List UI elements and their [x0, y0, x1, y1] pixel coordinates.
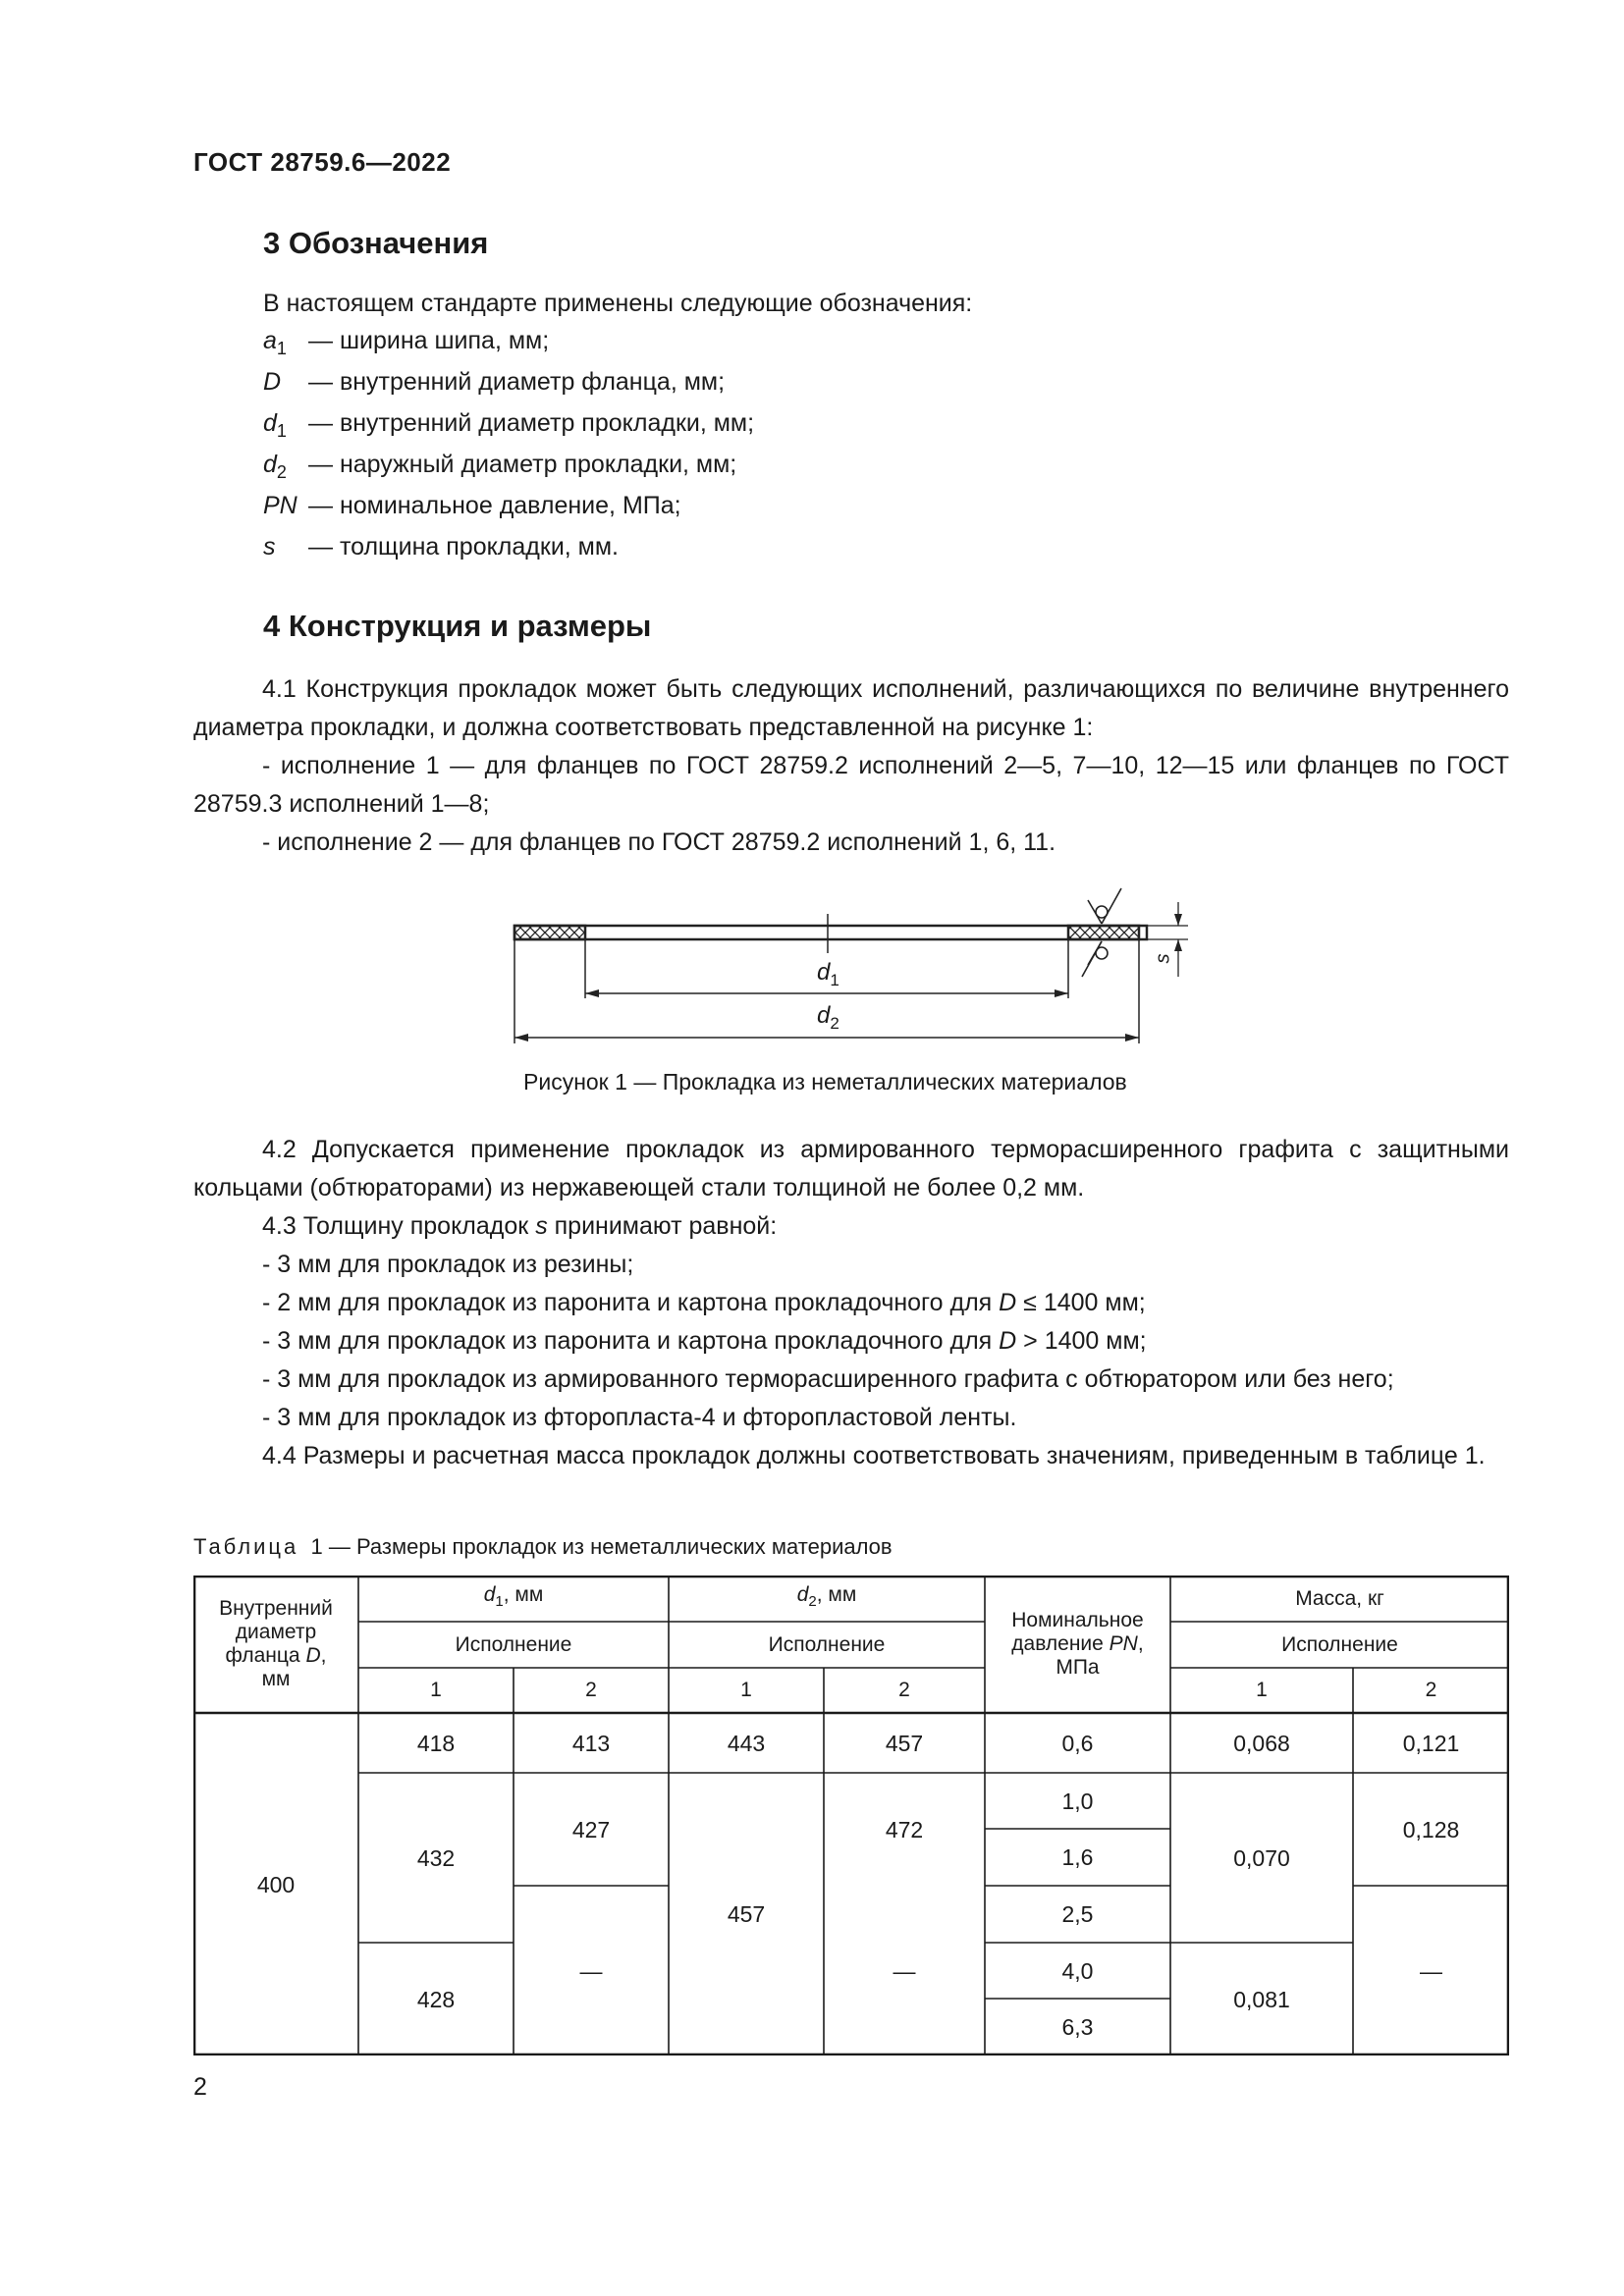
cell-pressure: 2,5	[1061, 1901, 1094, 1927]
symbol: D	[263, 368, 282, 396]
list-item: - 3 мм для прокладок из армированного терморасширенного графита с обтюратором или без него;	[262, 1365, 1394, 1393]
symbol-definition: — наружный диаметр прокладки, мм;	[308, 451, 737, 478]
cell-d2-2: 457	[885, 1730, 924, 1756]
symbol-definition: — ширина шипа, мм;	[308, 327, 550, 354]
cell-d2-2: —	[893, 1957, 916, 1984]
header-version-1: 1	[1256, 1679, 1268, 1701]
cell-d1-1: 418	[416, 1730, 456, 1756]
paragraph-4-1: 4.1 Конструкция прокладок может быть следующих исполнений, различающихся по величине внутреннего диаметра прокладки, и должна соответствовать представленной на рисунке 1:	[193, 675, 1509, 741]
table-caption: Таблица 1 — Размеры прокладок из неметаллических материалов	[193, 1534, 893, 1559]
paragraph-4-2: 4.2 Допускается применение прокладок из армированного терморасширенного графита с защитными кольцами (обтюраторами) из нержавеющей стали толщиной не более 0,2 мм.	[193, 1136, 1509, 1201]
symbol: $d_1$	[263, 409, 287, 441]
gasket-section-right	[1068, 926, 1139, 939]
cell-d1-1: 428	[416, 1986, 456, 2012]
header-version-1: 1	[430, 1679, 442, 1701]
list-item: - 3 мм для прокладок из резины;	[262, 1251, 634, 1278]
gasket-drawing	[501, 879, 1227, 1055]
header-d1: $d_1$, мм	[483, 1582, 544, 1611]
header-version: Исполнение	[455, 1632, 572, 1656]
header-version-2: 2	[585, 1679, 597, 1701]
page-number: 2	[193, 2073, 207, 2101]
symbol: $a_1$	[263, 327, 287, 358]
cell-mass-1: 0,081	[1233, 1986, 1290, 2012]
header-nominal-pressure: Номинальное давление PN, МПа	[1011, 1609, 1144, 1679]
d1-label: $d_1$	[817, 959, 839, 989]
gasket-outline	[514, 926, 1147, 939]
paragraph-4-4: 4.4 Размеры и расчетная масса прокладок должны соответствовать значениям, приведенным в таблице 1.	[262, 1442, 1486, 1469]
header-version: Исполнение	[1281, 1632, 1398, 1656]
symbol: PN	[263, 492, 298, 519]
header-d2: $d_2$, мм	[796, 1582, 857, 1611]
document-number: ГОСТ 28759.6—2022	[193, 147, 452, 177]
cell-d1-2: —	[579, 1957, 603, 1984]
s-label: s	[1152, 953, 1174, 964]
cell-flange-diameter: 400	[256, 1871, 296, 1897]
cell-pressure: 4,0	[1061, 1957, 1094, 1984]
header-version: Исполнение	[768, 1632, 886, 1656]
cell-pressure: 1,0	[1061, 1788, 1094, 1814]
symbol-definition: — толщина прокладки, мм.	[308, 533, 620, 561]
header-version-2: 2	[1425, 1679, 1437, 1701]
cell-d2-1: 457	[727, 1901, 766, 1927]
list-item: - исполнение 2 — для фланцев по ГОСТ 28759.2 исполнений 1, 6, 11.	[262, 828, 1056, 856]
list-item: - исполнение 1 — для фланцев по ГОСТ 28759.2 исполнений 2—5, 7—10, 12—15 или фланцев по ГОСТ 28759.3 исполнений 1—8;	[193, 752, 1509, 818]
section-3-intro: В настоящем стандарте применены следующие обозначения:	[263, 290, 973, 317]
cell-pressure: 1,6	[1061, 1844, 1094, 1870]
dimensions-table	[193, 1575, 1509, 2056]
symbol: s	[263, 533, 276, 561]
gasket-section-left	[514, 926, 585, 939]
symbol-definition: — номинальное давление, МПа;	[308, 492, 681, 519]
symbol-definition: — внутренний диаметр прокладки, мм;	[308, 409, 755, 437]
cell-d1-2: 427	[571, 1816, 611, 1842]
cell-mass-1: 0,068	[1233, 1730, 1290, 1756]
section-3-title: 3 Обозначения	[263, 226, 489, 260]
d2-label: $d_2$	[817, 1002, 839, 1033]
cell-pressure: 6,3	[1061, 2014, 1094, 2040]
paragraph-4-3: 4.3 Толщину прокладок s принимают равной:	[262, 1212, 778, 1240]
cell-d1-2: 413	[571, 1730, 611, 1756]
cell-mass-2: 0,121	[1402, 1730, 1460, 1756]
figure-caption: Рисунок 1 — Прокладка из неметаллических материалов	[523, 1069, 1127, 1095]
header-version-1: 1	[740, 1679, 752, 1701]
cell-d2-1: 443	[727, 1730, 766, 1756]
cell-d2-2: 472	[885, 1816, 924, 1842]
list-item: - 2 мм для прокладок из паронита и картона прокладочного для D ≤ 1400 мм;	[262, 1289, 1146, 1316]
list-item: - 3 мм для прокладок из фторопласта-4 и фторопластовой ленты.	[262, 1404, 1017, 1431]
list-item: - 3 мм для прокладок из паронита и картона прокладочного для D > 1400 мм;	[262, 1327, 1147, 1355]
cell-pressure: 0,6	[1061, 1730, 1094, 1756]
header-version-2: 2	[898, 1679, 910, 1701]
header-flange-diameter: Внутренний диаметр фланца D, мм	[219, 1597, 333, 1690]
figure-1	[501, 879, 1227, 1055]
section-4-title: 4 Конструкция и размеры	[263, 609, 652, 643]
cell-mass-2: —	[1420, 1957, 1442, 1984]
cell-d1-1: 432	[416, 1844, 456, 1871]
symbol: $d_2$	[263, 451, 287, 482]
cell-mass-2: 0,128	[1402, 1816, 1460, 1842]
header-mass: Масса, кг	[1295, 1586, 1384, 1610]
symbol-definition: — внутренний диаметр фланца, мм;	[308, 368, 726, 396]
cell-mass-1: 0,070	[1233, 1844, 1290, 1871]
